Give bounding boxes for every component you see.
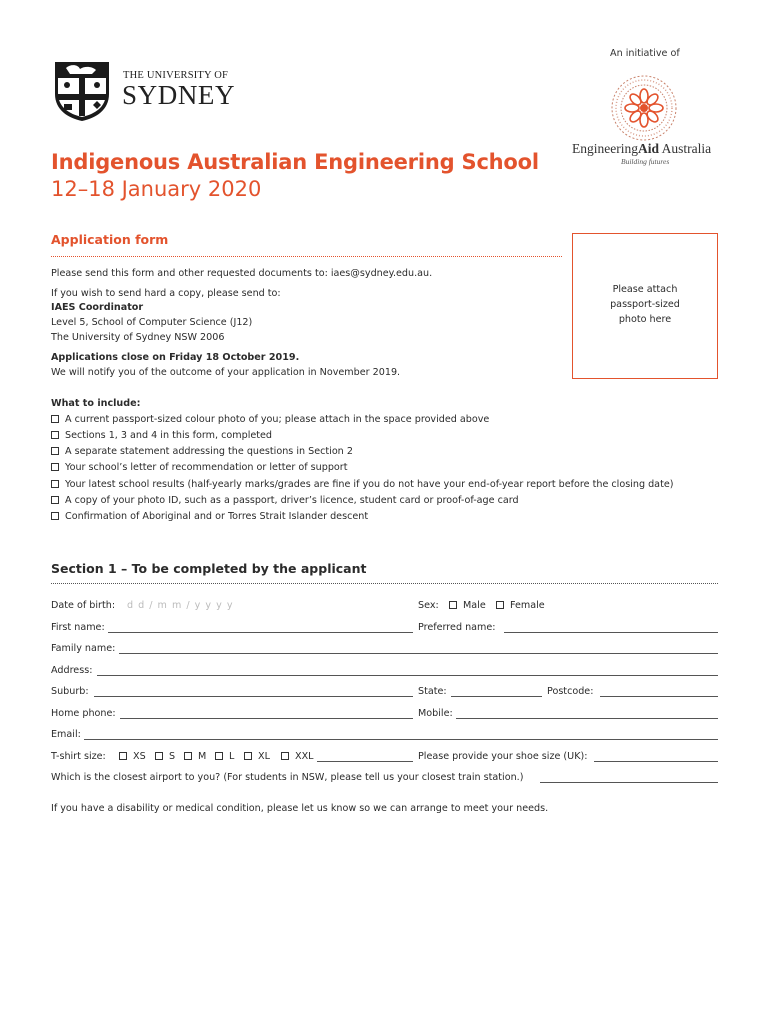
checklist-item-label: Sections 1, 3 and 4 in this form, completed (65, 430, 273, 441)
partner-name-part1: Engineering (572, 141, 638, 156)
tshirt-option-l[interactable] (215, 750, 234, 763)
checkbox[interactable] (51, 496, 59, 504)
tshirt-option-label: S (169, 751, 176, 762)
state-label: State: (418, 686, 447, 697)
first-name-field[interactable] (108, 632, 413, 633)
checklist-item[interactable] (51, 413, 489, 426)
checkbox[interactable] (51, 415, 59, 423)
suburb-field[interactable] (94, 696, 413, 697)
first-name-label: First name: (51, 622, 105, 633)
tshirt-option-xl[interactable] (244, 750, 270, 763)
send-instructions: Please send this form and other requested documents to: iaes@sydney.edu.au. (51, 268, 433, 279)
preferred-name-field[interactable] (504, 632, 718, 633)
sex-option-male[interactable] (449, 599, 486, 612)
checkbox[interactable] (51, 480, 59, 488)
initiative-label: An initiative of (610, 48, 680, 59)
checklist-item-label: Your school’s letter of recommendation or letter of support (65, 462, 348, 473)
family-name-label: Family name: (51, 643, 116, 654)
checkbox[interactable] (184, 752, 192, 760)
tshirt-option-label: L (229, 751, 235, 762)
tshirt-other-field[interactable] (317, 761, 413, 762)
address-field[interactable] (97, 675, 718, 676)
tshirt-option-label: M (198, 751, 207, 762)
closing-date-note: Applications close on Friday 18 October 2019. (51, 352, 300, 363)
address-label: Address: (51, 665, 93, 676)
email-label: Email: (51, 729, 81, 740)
checkbox[interactable] (496, 601, 504, 609)
partner-name (572, 141, 711, 157)
sex-label: Sex: (418, 600, 439, 611)
university-name-line1: THE UNIVERSITY OF (123, 70, 229, 81)
sex-option-label: Male (463, 600, 486, 611)
checkbox[interactable] (449, 601, 457, 609)
university-name-line2: SYDNEY (122, 80, 236, 110)
checklist-item-label: Confirmation of Aboriginal and or Torres Strait Islander descent (65, 511, 369, 522)
tshirt-option-m[interactable] (184, 750, 206, 763)
tshirt-option-xxl[interactable] (281, 750, 314, 763)
address-line: Level 5, School of Computer Science (J12) (51, 317, 253, 328)
airport-field[interactable] (540, 782, 718, 783)
checkbox[interactable] (51, 512, 59, 520)
address-line: IAES Coordinator (51, 302, 144, 313)
checklist-item[interactable] (51, 494, 519, 507)
checklist-item[interactable] (51, 510, 368, 523)
checkbox[interactable] (244, 752, 252, 760)
shoe-size-label: Please provide your shoe size (UK): (418, 751, 588, 762)
university-logo (52, 60, 252, 122)
home-phone-label: Home phone: (51, 708, 116, 719)
tshirt-option-s[interactable] (155, 750, 175, 763)
photo-box-label: Please attach passport-sized photo here (610, 284, 680, 325)
postcode-field[interactable] (600, 696, 718, 697)
checkbox[interactable] (215, 752, 223, 760)
checklist-item[interactable] (51, 445, 353, 458)
airport-label: Which is the closest airport to you? (For students in NSW, please tell us your closest train station.) (51, 772, 524, 783)
checkbox[interactable] (51, 463, 59, 471)
mobile-field[interactable] (456, 718, 718, 719)
address-line: The University of Sydney NSW 2006 (51, 332, 225, 343)
suburb-label: Suburb: (51, 686, 89, 697)
checkbox[interactable] (119, 752, 127, 760)
shoe-size-field[interactable] (594, 761, 718, 762)
notification-note: We will notify you of the outcome of your application in November 2019. (51, 367, 401, 378)
checkbox[interactable] (51, 447, 59, 455)
checkbox[interactable] (281, 752, 289, 760)
sex-option-label: Female (510, 600, 545, 611)
section1-heading: Section 1 – To be completed by the applicant (51, 561, 367, 576)
engineering-aid-mandala-icon (610, 74, 678, 142)
partner-name-part3: Australia (659, 141, 712, 156)
dob-field[interactable]: d d / m m / y y y y (127, 600, 234, 611)
partner-name-part2: Aid (637, 141, 659, 156)
dob-label: Date of birth: (51, 600, 116, 611)
home-phone-field[interactable] (120, 718, 413, 719)
checklist-item[interactable] (51, 478, 673, 491)
application-form-heading: Application form (51, 232, 169, 247)
checklist-item-label: Your latest school results (half-yearly marks/grades are fine if you do not have your end-of-year report before the closing date) (65, 479, 674, 490)
tshirt-option-label: XL (258, 751, 270, 762)
sex-option-female[interactable] (496, 599, 545, 612)
partner-tagline: Building futures (621, 157, 670, 166)
postcode-label: Postcode: (547, 686, 594, 697)
tshirt-option-xs[interactable] (119, 750, 146, 763)
checklist-item-label: A separate statement addressing the questions in Section 2 (65, 446, 353, 457)
tshirt-option-label: XS (133, 751, 146, 762)
email-field[interactable] (84, 739, 718, 740)
checklist-item-label: A current passport-sized colour photo of you; please attach in the space provided above (65, 414, 490, 425)
page-title: Indigenous Australian Engineering School (51, 150, 539, 174)
checklist-item[interactable] (51, 429, 272, 442)
state-field[interactable] (451, 696, 542, 697)
photo-attachment-box[interactable] (572, 233, 718, 379)
disability-note: If you have a disability or medical condition, please let us know so we can arrange to meet your needs. (51, 803, 549, 814)
event-dates: 12–18 January 2020 (51, 177, 262, 201)
checkbox[interactable] (51, 431, 59, 439)
checklist-item-label: A copy of your photo ID, such as a passport, driver’s licence, student card or proof-of-age card (65, 495, 519, 506)
hardcopy-instructions: If you wish to send hard a copy, please send to: (51, 288, 281, 299)
checkbox[interactable] (155, 752, 163, 760)
checklist-item[interactable] (51, 461, 348, 474)
tshirt-label: T-shirt size: (51, 751, 106, 762)
preferred-name-label: Preferred name: (418, 622, 496, 633)
include-heading: What to include: (51, 398, 141, 409)
family-name-field[interactable] (119, 653, 718, 654)
section-divider (51, 583, 718, 584)
heading-divider (51, 256, 562, 257)
tshirt-option-label: XXL (295, 751, 314, 762)
university-crest-icon (52, 60, 112, 122)
mobile-label: Mobile: (418, 708, 453, 719)
